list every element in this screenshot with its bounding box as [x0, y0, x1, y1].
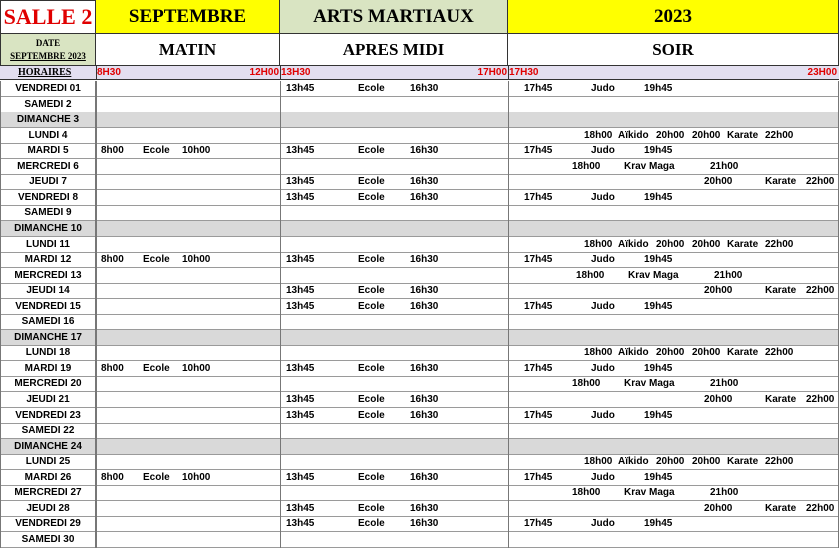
day-row — [0, 376, 839, 392]
matin-start-time: 8h00 — [101, 471, 124, 483]
soir-start-time: 17h45 — [524, 254, 553, 266]
header-salle: SALLE 2 — [0, 0, 96, 34]
soir-start-time: 17h45 — [524, 191, 553, 203]
soir-lundi-item: Karate — [727, 238, 759, 250]
column-divider — [280, 330, 281, 346]
column-divider — [508, 81, 509, 97]
soir-activity: Judo — [591, 518, 615, 530]
column-divider — [96, 128, 97, 144]
am-end-time: 16h30 — [410, 176, 439, 188]
matin-end-time: 10h00 — [182, 145, 211, 157]
column-divider — [280, 470, 281, 486]
matin-end-time: 10h00 — [182, 362, 211, 374]
day-label: MERCREDI 6 — [0, 159, 96, 175]
column-divider — [508, 454, 509, 470]
am-activity: Ecole — [358, 394, 385, 405]
soir-end-time: 19h45 — [644, 362, 673, 374]
column-divider — [508, 159, 509, 175]
column-divider — [508, 112, 509, 128]
column-divider — [508, 516, 509, 532]
soir-krav-end: 21h00 — [710, 378, 739, 390]
soir-lundi-item: 20h00 — [656, 347, 685, 359]
day-label: SAMEDI 9 — [0, 205, 96, 221]
soir-karate-end: 22h00 — [806, 502, 835, 514]
am-activity: Ecole — [358, 191, 385, 203]
column-divider — [280, 439, 281, 455]
column-divider — [508, 345, 509, 361]
soir-krav-start: 18h00 — [576, 269, 605, 281]
soir-end-time: 19h45 — [644, 409, 673, 421]
am-end-time: 16h30 — [410, 300, 439, 312]
am-end-time: 16h30 — [410, 471, 439, 483]
soir-lundi-item: Aïkido — [618, 129, 649, 141]
soir-krav-activity: Krav Maga — [624, 378, 675, 390]
column-divider — [508, 190, 509, 206]
day-row — [0, 237, 839, 253]
day-label: LUNDI 11 — [0, 237, 96, 253]
am-end-time: 16h30 — [410, 145, 439, 157]
header-date-label — [0, 34, 96, 66]
matin-end-time: 10h00 — [182, 254, 211, 266]
soir-start-time: 17h45 — [524, 83, 553, 94]
matin-activity: Ecole — [143, 145, 170, 157]
column-divider — [280, 314, 281, 330]
matin-end: 12H00 — [249, 67, 279, 78]
column-divider — [96, 159, 97, 175]
am-end-time: 16h30 — [410, 362, 439, 374]
am-end-time: 16h30 — [410, 285, 439, 297]
date-label-line2: SEPTEMBRE 2023 — [10, 51, 86, 61]
column-divider — [96, 299, 97, 315]
column-divider — [96, 112, 97, 128]
column-divider — [96, 66, 97, 80]
column-divider — [280, 501, 281, 517]
column-divider — [508, 501, 509, 517]
day-row — [0, 516, 839, 532]
soir-lundi-item: Aïkido — [618, 347, 649, 359]
soir-karate-end: 22h00 — [806, 394, 835, 405]
soir-lundi-item: 20h00 — [692, 456, 721, 468]
matin-activity: Ecole — [143, 471, 170, 483]
soir-krav-start: 18h00 — [572, 487, 601, 499]
day-row — [0, 268, 839, 284]
soir-end-time: 19h45 — [644, 471, 673, 483]
soir-lundi-item: 20h00 — [656, 456, 685, 468]
column-divider — [280, 299, 281, 315]
column-divider — [508, 470, 509, 486]
column-divider — [508, 66, 509, 80]
soir-activity: Judo — [591, 83, 615, 94]
column-divider — [280, 221, 281, 237]
soir-lundi-item: 20h00 — [656, 238, 685, 250]
soir-end-time: 19h45 — [644, 83, 673, 94]
soir-start-time: 17h45 — [524, 300, 553, 312]
soir-activity: Judo — [591, 409, 615, 421]
am-start-time: 13h45 — [286, 176, 315, 188]
am-end-time: 16h30 — [410, 394, 439, 405]
am-start-time: 13h45 — [286, 83, 315, 94]
am-activity: Ecole — [358, 176, 385, 188]
soir-karate-start: 20h00 — [704, 394, 733, 405]
am-activity: Ecole — [358, 83, 385, 94]
day-label: VENDREDI 01 — [0, 81, 96, 97]
am-activity: Ecole — [358, 362, 385, 374]
am-start-time: 13h45 — [286, 502, 315, 514]
soir-end-time: 19h45 — [644, 254, 673, 266]
matin-activity: Ecole — [143, 254, 170, 266]
matin-start-time: 8h00 — [101, 362, 124, 374]
column-divider — [280, 345, 281, 361]
header-activity: ARTS MARTIAUX — [280, 0, 508, 34]
soir-lundi-item: 18h00 — [584, 129, 613, 141]
am-start-time: 13h45 — [286, 518, 315, 530]
column-divider — [96, 439, 97, 455]
column-divider — [96, 174, 97, 190]
column-divider — [280, 485, 281, 501]
day-row — [0, 501, 839, 517]
soir-karate-end: 22h00 — [806, 176, 835, 188]
column-divider — [508, 299, 509, 315]
soir-start-time: 17h45 — [524, 471, 553, 483]
column-divider — [280, 376, 281, 392]
day-row — [0, 361, 839, 377]
day-row — [0, 221, 839, 237]
day-row — [0, 423, 839, 439]
column-divider — [508, 268, 509, 284]
column-divider — [96, 268, 97, 284]
am-start: 13H30 — [281, 67, 311, 78]
day-label: MARDI 26 — [0, 470, 96, 486]
day-row — [0, 159, 839, 175]
day-row — [0, 252, 839, 268]
day-label: VENDREDI 29 — [0, 516, 96, 532]
am-start-time: 13h45 — [286, 145, 315, 157]
soir-lundi-item: 18h00 — [584, 456, 613, 468]
am-activity: Ecole — [358, 502, 385, 514]
day-row — [0, 532, 839, 548]
soir-karate-start: 20h00 — [704, 502, 733, 514]
soir-lundi-item: Aïkido — [618, 238, 649, 250]
column-divider — [280, 97, 281, 113]
column-divider — [96, 283, 97, 299]
soir-karate-activity: Karate — [765, 285, 797, 297]
column-divider — [508, 485, 509, 501]
header-matin: MATIN — [96, 34, 280, 66]
am-start-time: 13h45 — [286, 300, 315, 312]
column-divider — [508, 221, 509, 237]
am-end-time: 16h30 — [410, 254, 439, 266]
header-apres-midi: APRES MIDI — [280, 34, 508, 66]
soir-activity: Judo — [591, 145, 615, 157]
soir-karate-activity: Karate — [765, 394, 797, 405]
soir-krav-activity: Krav Maga — [624, 487, 675, 499]
am-end: 17H00 — [477, 67, 507, 78]
column-divider — [508, 174, 509, 190]
day-row — [0, 299, 839, 315]
column-divider — [96, 190, 97, 206]
column-divider — [508, 423, 509, 439]
am-end-time: 16h30 — [410, 83, 439, 94]
soir-activity: Judo — [591, 300, 615, 312]
column-divider — [280, 408, 281, 424]
day-row — [0, 392, 839, 408]
day-row — [0, 454, 839, 470]
column-divider — [96, 485, 97, 501]
day-label: JEUDI 21 — [0, 392, 96, 408]
soir-end: 23H00 — [807, 67, 837, 78]
am-start-time: 13h45 — [286, 394, 315, 405]
column-divider — [280, 283, 281, 299]
day-row — [0, 470, 839, 486]
day-row — [0, 485, 839, 501]
column-divider — [280, 159, 281, 175]
column-divider — [96, 423, 97, 439]
day-label: LUNDI 4 — [0, 128, 96, 144]
day-label: VENDREDI 8 — [0, 190, 96, 206]
matin-start-time: 8h00 — [101, 254, 124, 266]
day-label: DIMANCHE 24 — [0, 439, 96, 455]
day-label: MARDI 12 — [0, 252, 96, 268]
date-label-line1: DATE — [35, 38, 61, 48]
soir-lundi-item: 18h00 — [584, 238, 613, 250]
day-label: SAMEDI 22 — [0, 423, 96, 439]
header-month: SEPTEMBRE — [96, 0, 280, 34]
column-divider — [96, 252, 97, 268]
soir-krav-start: 18h00 — [572, 160, 601, 172]
column-divider — [96, 392, 97, 408]
am-activity: Ecole — [358, 145, 385, 157]
soir-lundi-item: 18h00 — [584, 347, 613, 359]
soir-lundi-item: Karate — [727, 347, 759, 359]
day-label: SAMEDI 2 — [0, 97, 96, 113]
column-divider — [96, 205, 97, 221]
day-label: VENDREDI 23 — [0, 408, 96, 424]
soir-lundi-item: 20h00 — [692, 347, 721, 359]
column-divider — [280, 112, 281, 128]
soir-lundi-item: Aïkido — [618, 456, 649, 468]
day-row — [0, 408, 839, 424]
day-row — [0, 112, 839, 128]
day-row — [0, 314, 839, 330]
column-divider — [280, 361, 281, 377]
column-divider — [96, 376, 97, 392]
am-activity: Ecole — [358, 254, 385, 266]
column-divider — [508, 128, 509, 144]
column-divider — [280, 143, 281, 159]
column-divider — [508, 237, 509, 253]
soir-krav-activity: Krav Maga — [628, 269, 679, 281]
soir-start-time: 17h45 — [524, 518, 553, 530]
soir-karate-start: 20h00 — [704, 285, 733, 297]
column-divider — [96, 314, 97, 330]
column-divider — [508, 408, 509, 424]
day-label: JEUDI 7 — [0, 174, 96, 190]
am-start-time: 13h45 — [286, 471, 315, 483]
column-divider — [96, 470, 97, 486]
soir-start: 17H30 — [509, 67, 539, 78]
soir-activity: Judo — [591, 254, 615, 266]
column-divider — [96, 516, 97, 532]
matin-end-time: 10h00 — [182, 471, 211, 483]
day-label: SAMEDI 16 — [0, 314, 96, 330]
soir-end-time: 19h45 — [644, 191, 673, 203]
column-divider — [96, 221, 97, 237]
day-label: JEUDI 28 — [0, 501, 96, 517]
day-label: DIMANCHE 3 — [0, 112, 96, 128]
column-divider — [280, 423, 281, 439]
soir-krav-start: 18h00 — [572, 378, 601, 390]
soir-lundi-item: Karate — [727, 456, 759, 468]
column-divider — [96, 330, 97, 346]
day-row — [0, 143, 839, 159]
day-row — [0, 283, 839, 299]
column-divider — [280, 532, 281, 548]
day-label: LUNDI 18 — [0, 345, 96, 361]
soir-krav-end: 21h00 — [714, 269, 743, 281]
day-label: DIMANCHE 10 — [0, 221, 96, 237]
day-label: VENDREDI 15 — [0, 299, 96, 315]
day-row — [0, 205, 839, 221]
day-label: DIMANCHE 17 — [0, 330, 96, 346]
column-divider — [508, 205, 509, 221]
am-activity: Ecole — [358, 518, 385, 530]
day-label: MERCREDI 20 — [0, 376, 96, 392]
soir-activity: Judo — [591, 362, 615, 374]
soir-lundi-item: 20h00 — [692, 238, 721, 250]
day-row — [0, 330, 839, 346]
column-divider — [280, 190, 281, 206]
column-divider — [280, 237, 281, 253]
am-start-time: 13h45 — [286, 362, 315, 374]
column-divider — [280, 174, 281, 190]
day-row — [0, 174, 839, 190]
column-divider — [96, 345, 97, 361]
soir-karate-activity: Karate — [765, 502, 797, 514]
day-label: MERCREDI 13 — [0, 268, 96, 284]
column-divider — [280, 392, 281, 408]
soir-lundi-item: 20h00 — [692, 129, 721, 141]
day-label: MARDI 5 — [0, 143, 96, 159]
column-divider — [508, 361, 509, 377]
am-activity: Ecole — [358, 285, 385, 297]
column-divider — [508, 97, 509, 113]
day-label: LUNDI 25 — [0, 454, 96, 470]
header-year: 2023 — [508, 0, 839, 34]
am-end-time: 16h30 — [410, 191, 439, 203]
column-divider — [96, 408, 97, 424]
column-divider — [508, 532, 509, 548]
am-start-time: 13h45 — [286, 254, 315, 266]
am-activity: Ecole — [358, 300, 385, 312]
am-activity: Ecole — [358, 471, 385, 483]
column-divider — [280, 81, 281, 97]
day-label: SAMEDI 30 — [0, 532, 96, 548]
header-soir: SOIR — [508, 34, 839, 66]
column-divider — [96, 143, 97, 159]
column-divider — [280, 252, 281, 268]
day-row — [0, 345, 839, 361]
soir-end-time: 19h45 — [644, 145, 673, 157]
soir-end-time: 19h45 — [644, 518, 673, 530]
day-label: MERCREDI 27 — [0, 485, 96, 501]
am-start-time: 13h45 — [286, 409, 315, 421]
matin-start: 8H30 — [97, 67, 121, 78]
column-divider — [508, 314, 509, 330]
am-start-time: 13h45 — [286, 285, 315, 297]
soir-start-time: 17h45 — [524, 409, 553, 421]
column-divider — [280, 268, 281, 284]
column-divider — [508, 330, 509, 346]
soir-lundi-item: Karate — [727, 129, 759, 141]
soir-lundi-item: 22h00 — [765, 347, 794, 359]
column-divider — [508, 392, 509, 408]
horaires-row — [0, 66, 839, 80]
column-divider — [508, 143, 509, 159]
am-end-time: 16h30 — [410, 502, 439, 514]
soir-karate-activity: Karate — [765, 176, 797, 188]
soir-activity: Judo — [591, 191, 615, 203]
am-activity: Ecole — [358, 409, 385, 421]
soir-lundi-item: 22h00 — [765, 129, 794, 141]
column-divider — [96, 532, 97, 548]
day-row — [0, 190, 839, 206]
am-start-time: 13h45 — [286, 191, 315, 203]
column-divider — [280, 66, 281, 80]
column-divider — [96, 361, 97, 377]
column-divider — [96, 454, 97, 470]
am-end-time: 16h30 — [410, 518, 439, 530]
soir-lundi-item: 20h00 — [656, 129, 685, 141]
soir-krav-end: 21h00 — [710, 160, 739, 172]
column-divider — [508, 439, 509, 455]
column-divider — [280, 454, 281, 470]
soir-activity: Judo — [591, 471, 615, 483]
soir-lundi-item: 22h00 — [765, 238, 794, 250]
day-label: MARDI 19 — [0, 361, 96, 377]
matin-start-time: 8h00 — [101, 145, 124, 157]
am-end-time: 16h30 — [410, 409, 439, 421]
soir-end-time: 19h45 — [644, 300, 673, 312]
day-row — [0, 128, 839, 144]
column-divider — [96, 97, 97, 113]
day-row — [0, 81, 839, 97]
column-divider — [508, 283, 509, 299]
column-divider — [508, 252, 509, 268]
day-row — [0, 97, 839, 113]
soir-krav-end: 21h00 — [710, 487, 739, 499]
soir-start-time: 17h45 — [524, 362, 553, 374]
soir-karate-start: 20h00 — [704, 176, 733, 188]
matin-activity: Ecole — [143, 362, 170, 374]
soir-karate-end: 22h00 — [806, 285, 835, 297]
column-divider — [96, 501, 97, 517]
column-divider — [96, 81, 97, 97]
column-divider — [96, 237, 97, 253]
soir-lundi-item: 22h00 — [765, 456, 794, 468]
soir-krav-activity: Krav Maga — [624, 160, 675, 172]
day-label: JEUDI 14 — [0, 283, 96, 299]
horaires-label: HORAIRES — [18, 67, 72, 78]
column-divider — [280, 128, 281, 144]
day-row — [0, 439, 839, 455]
column-divider — [280, 516, 281, 532]
column-divider — [508, 376, 509, 392]
column-divider — [280, 205, 281, 221]
soir-start-time: 17h45 — [524, 145, 553, 157]
